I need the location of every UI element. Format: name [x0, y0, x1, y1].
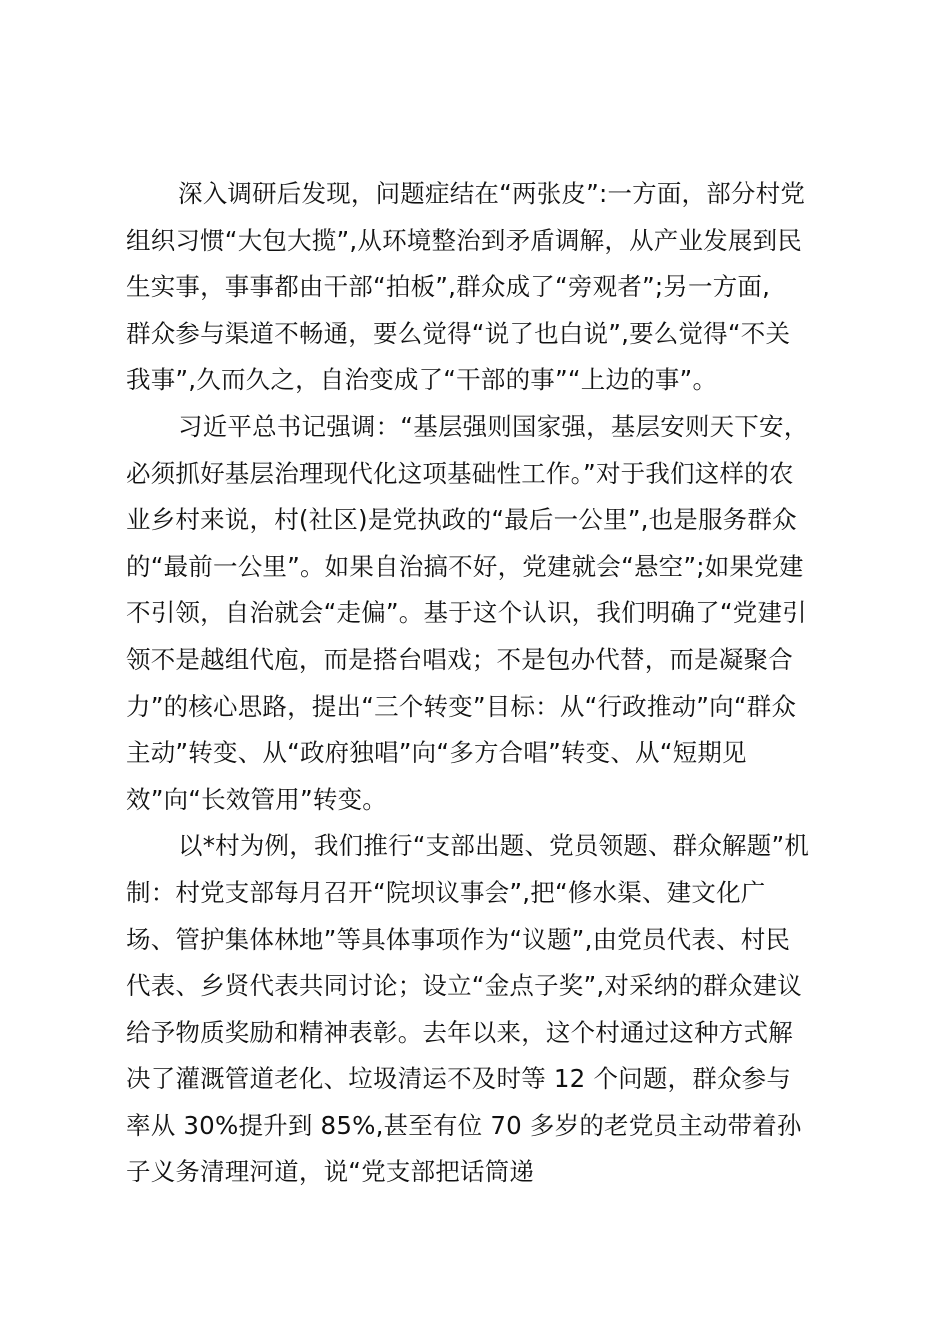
text-line: 组织习惯“大包大揽”,从环境整治到矛盾调解，从产业发展到民 — [126, 225, 802, 255]
text-line: 代表、乡贤代表共同讨论；设立“金点子奖”,对采纳的群众建议 — [126, 971, 802, 1001]
body-text — [126, 171, 830, 1196]
text-line: 生实事，事事都由干部“拍板”,群众成了“旁观者”;另一方面, — [126, 272, 771, 302]
text-line: 效”向“长效管用”转变。 — [126, 784, 387, 814]
text-line: 率从 30%提升到 85%,甚至有位 70 多岁的老党员主动带着孙 — [126, 1110, 802, 1140]
text-line: 力”的核心思路，提出“三个转变”目标：从“行政推动”向“群众 — [126, 691, 797, 721]
text-line: 业乡村来说，村(社区)是党执政的“最后一公里”,也是服务群众 — [126, 505, 797, 535]
text-line: 深入调研后发现，问题症结在“两张皮”:一方面，部分村党 — [178, 179, 806, 208]
paragraph-1 — [126, 171, 830, 404]
text-line: 领不是越组代庖，而是搭台唱戏；不是包办代替，而是凝聚合 — [126, 644, 793, 674]
text-line: 的“最前一公里”。如果自治搞不好，党建就会“悬空”;如果党建 — [126, 551, 804, 581]
text-line: 必须抓好基层治理现代化这项基础性工作。”对于我们这样的农 — [126, 458, 794, 488]
text-line: 决了灌溉管道老化、垃圾清运不及时等 12 个问题，群众参与 — [126, 1064, 792, 1094]
text-line: 主动”转变、从“政府独唱”向“多方合唱”转变、从“短期见 — [126, 738, 747, 768]
text-line: 以*村为例，我们推行“支部出题、党员领题、群众解题”机 — [178, 831, 810, 861]
paragraph-3 — [126, 823, 830, 1196]
text-line: 场、管护集体林地”等具体事项作为“议题”,由党员代表、村民 — [126, 924, 791, 954]
text-line: 制：村党支部每月召开“院坝议事会”,把“修水渠、建文化广 — [126, 877, 766, 907]
paragraph-2 — [126, 404, 830, 823]
text-line: 群众参与渠道不畅通，要么觉得“说了也白说”,要么觉得“不关 — [126, 318, 791, 348]
text-line: 不引领，自治就会“走偏”。基于这个认识，我们明确了“党建引 — [126, 598, 807, 628]
text-line: 习近平总书记强调：“基层强则国家强，基层安则天下安， — [178, 411, 809, 441]
text-line: 给予物质奖励和精神表彰。去年以来，这个村通过这种方式解 — [126, 1017, 793, 1047]
text-line: 我事”,久而久之，自治变成了“干部的事”“上边的事”。 — [126, 365, 718, 395]
text-line: 子义务清理河道，说“党支部把话筒递 — [126, 1157, 535, 1187]
